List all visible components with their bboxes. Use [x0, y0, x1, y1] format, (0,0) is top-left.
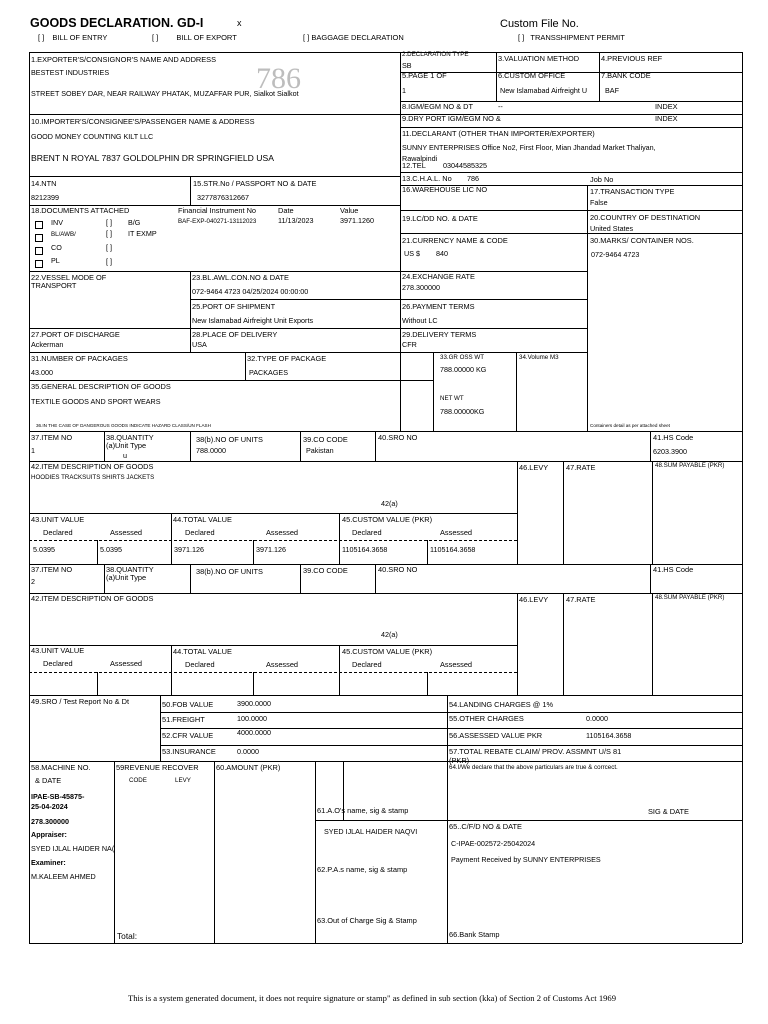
- marks-value: 072-9464 4723: [591, 250, 640, 259]
- item-description-value: HOODIES TRACKSUITS SHIRTS JACKETS: [31, 474, 155, 481]
- fin-date-label: Date: [278, 206, 294, 215]
- assessed-label: Assessed: [110, 528, 143, 537]
- code-label: CODE: [129, 777, 147, 784]
- declared-label: Declared: [43, 659, 73, 668]
- place-delivery-value: USA: [192, 340, 207, 349]
- sig-date-label: SIG & DATE: [648, 807, 689, 816]
- place-delivery-label: 28.PLACE OF DELIVERY: [192, 330, 278, 339]
- fin-instrument-label: Financial Instrument No: [178, 206, 257, 215]
- machine-no-value: IPAE-SB-45875-: [31, 792, 85, 801]
- assessed-label: Assessed: [266, 528, 299, 537]
- custom-value-label: 45.CUSTOM VALUE (PKR): [342, 515, 433, 524]
- declared-label: Declared: [352, 528, 382, 537]
- port-shipment-label: 25.PORT OF SHIPMENT: [192, 302, 276, 311]
- package-type-value: PACKAGES: [249, 368, 289, 377]
- custom-office-label: 6.CUSTOM OFFICE: [498, 71, 566, 80]
- fin-value: 3971.1260: [340, 216, 374, 225]
- gross-wt-label: 33.GR OSS WT: [440, 354, 485, 361]
- packages-label: 31.NUMBER OF PACKAGES: [31, 354, 128, 363]
- igm-label: 8.IGM/EGM NO & DT: [402, 102, 474, 111]
- vessel-label: 22.VESSEL MODE OF: [31, 273, 107, 282]
- hs-code-label: 41.HS Code: [653, 433, 694, 442]
- other-charges-label: 55.OTHER CHARGES: [449, 714, 524, 723]
- bank-stamp-label: 66.Bank Stamp: [449, 930, 500, 939]
- sro-test-report-label: 49.SRO / Test Report No & Dt: [31, 697, 130, 706]
- landing-charges-label: 54.LANDING CHARGES @ 1%: [449, 700, 554, 709]
- doc-label-bg: B/G: [128, 218, 141, 227]
- insurance-label: 53.INSURANCE: [162, 747, 216, 756]
- option-label: BAGGAGE DECLARATION: [311, 33, 404, 42]
- doc-label-inv: INV: [51, 218, 63, 227]
- doc-label-pl: PL: [51, 256, 60, 265]
- out-of-charge-label: 63.Out of Charge Sig & Stamp: [317, 916, 417, 925]
- checkbox-bracket: [ ]: [38, 33, 45, 42]
- item-no-label: 37.ITEM NO: [31, 433, 73, 442]
- page-label: 5.PAGE 1 OF: [402, 71, 447, 80]
- declarant-value-line2: Rawalpindi: [402, 154, 438, 163]
- package-type-label: 32.TYPE OF PACKAGE: [247, 354, 327, 363]
- item-description-label: 42.ITEM DESCRIPTION OF GOODS: [31, 462, 154, 471]
- fin-instrument-no: BAF-EXP-040271-13112023: [178, 218, 257, 225]
- importer-label: 10.IMPORTER'S/CONSIGNEE'S/PASSENGER NAME & ADDRESS: [31, 117, 255, 126]
- description-value: TEXTILE GOODS AND SPORT WEARS: [31, 397, 161, 406]
- ao-name: SYED IJLAL HAIDER NAQVI: [324, 827, 418, 836]
- exporter-label: 1.EXPORTER'S/CONSIGNOR'S NAME AND ADDRESS: [31, 55, 217, 64]
- assessed-label: Assessed: [440, 660, 473, 669]
- doc-label-co: CO: [51, 243, 62, 252]
- option-label: BILL OF EXPORT: [176, 33, 237, 42]
- assessed-label: Assessed: [440, 528, 473, 537]
- transaction-type-value: False: [590, 198, 608, 207]
- exchange-rate-label: 24.EXCHANGE RATE: [402, 272, 475, 281]
- total-label: Total:: [117, 931, 138, 941]
- bl-label: 23.BL.AWL.CON.NO & DATE: [192, 273, 289, 282]
- rate-label: 47.RATE: [566, 595, 596, 604]
- currency-value: US $: [404, 249, 420, 258]
- total-value-label: 44.TOTAL VALUE: [173, 515, 232, 524]
- total-value-declared: 3971.126: [174, 545, 204, 554]
- co-code-value: Pakistan: [306, 446, 334, 455]
- footer-note: This is a system generated document, it does not require signature or stamp" as defined in sub section (kka) of Section 2 of Customs Act 1969: [128, 993, 617, 1003]
- payment-terms-value: Without LC: [402, 316, 438, 325]
- exporter-name: BESTEST INDUSTRIES: [31, 68, 110, 77]
- checkbox-bracket: [ ]: [152, 33, 159, 42]
- declared-label: Declared: [185, 660, 215, 669]
- page-value: 1: [402, 86, 406, 95]
- igm-value: --: [498, 102, 503, 111]
- unit-value-label: 43.UNIT VALUE: [31, 646, 85, 655]
- no-of-units-label: 38(b).NO OF UNITS: [196, 567, 263, 576]
- x-mark: x: [237, 18, 242, 28]
- machine-no-label: 58.MACHINE NO.: [31, 763, 91, 772]
- unit-value-declared: 5.0395: [33, 545, 55, 554]
- marks-label: 30.MARKS/ CONTAINER NOS.: [590, 236, 694, 245]
- doc-bracket: [ ]: [106, 257, 112, 266]
- delivery-terms-value: CFR: [402, 340, 417, 349]
- quantity-label: 38.QUANTITY: [106, 565, 154, 574]
- assessed-value-label: 56.ASSESSED VALUE PKR: [449, 731, 543, 740]
- declared-label: Declared: [352, 660, 382, 669]
- sum-payable-label: 48.SUM PAYABLE (PKR): [655, 462, 725, 469]
- sro-no-label: 40.SRO NO: [378, 433, 418, 442]
- checkbox-bracket: [ ]: [518, 33, 525, 42]
- machine-date-value: 25-04-2024: [31, 802, 68, 811]
- assessed-label: Assessed: [110, 659, 143, 668]
- description-label: 35.GENERAL DESCRIPTION OF GOODS: [31, 382, 171, 391]
- declaration-type-label: 2.DECLARATION TYPE: [402, 51, 469, 58]
- no-of-units-label: 38(b).NO OF UNITS: [196, 435, 263, 444]
- freight-label: 51.FREIGHT: [162, 715, 205, 724]
- rebate-label: 57.TOTAL REBATE CLAIM/ PROV. ASSMNT U/S 81: [449, 747, 622, 756]
- ntn-label: 14.NTN: [31, 179, 57, 188]
- port-discharge-label: 27.PORT OF DISCHARGE: [31, 330, 120, 339]
- machine-date-label: & DATE: [35, 776, 62, 785]
- hazard-label: 36.IN THE CASE OF DANGEROUS GOODS INDICATE HAZARD CLASS/UN FLASH: [36, 423, 211, 428]
- transaction-type-label: 17.TRANSACTION TYPE: [590, 187, 675, 196]
- volume-label: 34.Volume M3: [519, 354, 559, 361]
- chal-value: 786: [467, 174, 479, 183]
- payment-received-text: Payment Received by SUNNY ENTERPRISES: [451, 855, 601, 864]
- bl-value: 072-9464 4723 04/25/2024 00:00:00: [192, 287, 309, 296]
- examiner-name: M.KALEEM AHMED: [31, 872, 96, 881]
- ao-label: 61.A.O's name, sig & stamp: [317, 806, 409, 815]
- valuation-method-label: 3.VALUATION METHOD: [498, 54, 580, 63]
- custom-value-declared: 1105164.3658: [342, 545, 388, 554]
- port-discharge-value: Ackerman: [31, 340, 64, 349]
- tel-value: 03044585325: [443, 161, 487, 170]
- net-wt-label: NET WT: [440, 395, 464, 402]
- bank-code-value: BAF: [605, 86, 619, 95]
- documents-label: 18.DOCUMENTS ATTACHED: [31, 206, 130, 215]
- assessed-value: 1105164.3658: [586, 731, 632, 740]
- levy-label: 46.LEVY: [519, 463, 549, 472]
- hs-code-value: 6203.3900: [653, 447, 687, 456]
- hs-code-label: 41.HS Code: [653, 565, 694, 574]
- bank-code-label: 7.BANK CODE: [601, 71, 651, 80]
- strn-value: 3277876312667: [197, 193, 249, 202]
- examiner-label: Examiner:: [31, 858, 66, 867]
- declaration-type-value: SB: [402, 61, 412, 70]
- doc-checkbox-co[interactable]: [35, 247, 43, 255]
- fin-date: 11/13/2023: [278, 216, 314, 225]
- checkbox-bracket: [ ]: [303, 33, 310, 42]
- doc-bracket: [ ]: [106, 229, 112, 238]
- quantity-label: 38.QUANTITY: [106, 433, 154, 442]
- item-42a-label: 42(a): [381, 499, 398, 508]
- port-shipment-value: New Islamabad Airfreight Unit Exports: [192, 316, 314, 325]
- other-charges-value: 0.0000: [586, 714, 608, 723]
- unit-type-value: u: [123, 451, 127, 460]
- containers-note: Containers detail as per attached sheet: [590, 423, 670, 428]
- levy-label-bottom: LEVY: [175, 777, 191, 784]
- exporter-address: STREET SOBEY DAR, NEAR RAILWAY PHATAK, MUZAFFAR PUR, Sialkot Sialkot: [31, 89, 299, 98]
- doc-bracket: [ ]: [106, 218, 112, 227]
- importer-address: BRENT N ROYAL 7837 GOLDOLPHIN DR SPRINGFIELD USA: [31, 153, 274, 163]
- item-42a-label: 42(a): [381, 630, 398, 639]
- rebate-label-2: (PKR): [449, 756, 470, 765]
- dry-port-label: 9.DRY PORT IGM/EGM NO &: [402, 114, 501, 123]
- destination-value: United States: [590, 224, 634, 233]
- assessed-label: Assessed: [266, 660, 299, 669]
- declarant-value-line1: SUNNY ENTERPRISES Office No2, First Floor, Mian Jhandad Market Thaliyan,: [402, 143, 656, 152]
- option-bill-of-entry[interactable]: [38, 34, 107, 43]
- freight-value: 100.0000: [237, 714, 267, 723]
- pa-label: 62.P.A.s name, sig & stamp: [317, 865, 408, 874]
- fob-label: 50.FOB VALUE: [162, 700, 214, 709]
- insurance-value: 0.0000: [237, 747, 259, 756]
- fin-value-label: Value: [340, 206, 359, 215]
- declarant-label: 11.DECLARANT (OTHER THAN IMPORTER/EXPORTER): [402, 129, 595, 138]
- doc-checkbox-bl[interactable]: [35, 234, 43, 242]
- unit-type-label: (a)Unit Type: [106, 573, 147, 582]
- lc-label: 19.LC/DD NO. & DATE: [402, 214, 478, 223]
- dry-port-index: INDEX: [655, 114, 678, 123]
- item-description-label: 42.ITEM DESCRIPTION OF GOODS: [31, 594, 154, 603]
- doc-label-bl: BL/AWB/: [51, 231, 76, 238]
- cfr-label: 52.CFR VALUE: [162, 731, 214, 740]
- igm-index: INDEX: [655, 102, 678, 111]
- delivery-terms-label: 29.DELIVERY TERMS: [402, 330, 477, 339]
- watermark-786: 786: [256, 62, 301, 95]
- currency-code: 840: [436, 249, 448, 258]
- fob-value: 3900.0000: [237, 699, 271, 708]
- declaration-text: 64.I/We declare that the above particulars are true & corrcect.: [449, 764, 618, 771]
- no-of-units-value: 788.0000: [196, 446, 226, 455]
- appraiser-label: Appraiser:: [31, 830, 67, 839]
- item-no-value: 2: [31, 577, 35, 586]
- chal-label: 13.C.H.A.L. No: [402, 174, 452, 183]
- doc-checkbox-pl[interactable]: [35, 260, 43, 268]
- importer-name: GOOD MONEY COUNTING KILT LLC: [31, 132, 154, 141]
- declared-label: Declared: [43, 528, 73, 537]
- sum-payable-label: 48.SUM PAYABLE (PKR): [655, 594, 725, 601]
- sro-no-label: 40.SRO NO: [378, 565, 418, 574]
- custom-value-label: 45.CUSTOM VALUE (PKR): [342, 647, 433, 656]
- declared-label: Declared: [185, 528, 215, 537]
- strn-label: 15.STR.No / PASSPORT NO & DATE: [193, 179, 317, 188]
- amount-label: 60.AMOUNT (PKR): [216, 763, 281, 772]
- destination-label: 20.COUNTRY OF DESTINATION: [590, 213, 701, 222]
- unit-type-label: (a)Unit Type: [106, 441, 147, 450]
- form-title: GOODS DECLARATION. GD-I: [30, 16, 204, 30]
- option-transshipment[interactable]: [518, 34, 625, 43]
- custom-office-value: New Islamabad Airfreight U: [500, 86, 588, 95]
- cfd-value: C-IPAE-002572-25042024: [451, 839, 536, 848]
- total-value-assessed: 3971.126: [256, 545, 286, 554]
- doc-checkbox-inv[interactable]: [35, 221, 43, 229]
- cfd-label: 65..C/F/D NO & DATE: [449, 822, 522, 831]
- cfr-value: 4000.0000: [237, 728, 271, 737]
- packages-value: 43.000: [31, 368, 53, 377]
- custom-value-assessed: 1105164.3658: [430, 545, 476, 554]
- warehouse-label: 16.WAREHOUSE LIC NO: [402, 185, 488, 194]
- rate-label: 47.RATE: [566, 463, 596, 472]
- gross-wt-value: 788.00000 KG: [440, 365, 487, 374]
- job-no-label: Job No: [590, 175, 614, 184]
- option-bill-of-export[interactable]: [152, 34, 237, 43]
- revenue-recover-label: 59REVENUE RECOVER: [116, 763, 199, 772]
- ntn-value: 8212399: [31, 193, 59, 202]
- exchange-rate-value: 278.300000: [402, 283, 440, 292]
- unit-value-assessed: 5.0395: [100, 545, 122, 554]
- option-label: TRANSSHIPMENT PERMIT: [530, 33, 625, 42]
- tel-label: 12.TEL: [402, 161, 426, 170]
- rate-value: 278.300000: [31, 817, 69, 826]
- co-code-label: 39.CO CODE: [303, 566, 348, 575]
- levy-label: 46.LEVY: [519, 595, 549, 604]
- unit-value-label: 43.UNIT VALUE: [31, 515, 85, 524]
- option-baggage[interactable]: [303, 34, 404, 43]
- vessel-label-2: TRANSPORT: [31, 281, 77, 290]
- currency-label: 21.CURRENCY NAME & CODE: [402, 236, 508, 245]
- previous-ref-label: 4.PREVIOUS REF: [601, 54, 663, 63]
- doc-label-it-exmp: IT EXMP: [128, 229, 157, 238]
- item-no-label: 37.ITEM NO: [31, 565, 73, 574]
- appraiser-name: SYED IJLAL HAIDER NA(: [31, 844, 115, 853]
- payment-terms-label: 26.PAYMENT TERMS: [402, 302, 475, 311]
- option-label: BILL OF ENTRY: [52, 33, 108, 42]
- doc-bracket: [ ]: [106, 243, 112, 252]
- net-wt-value: 788.00000KG: [440, 407, 485, 416]
- co-code-label: 39.CO CODE: [303, 435, 348, 444]
- item-no-value: 1: [31, 446, 35, 455]
- total-value-label: 44.TOTAL VALUE: [173, 647, 232, 656]
- custom-file-label: Custom File No.: [500, 18, 579, 30]
